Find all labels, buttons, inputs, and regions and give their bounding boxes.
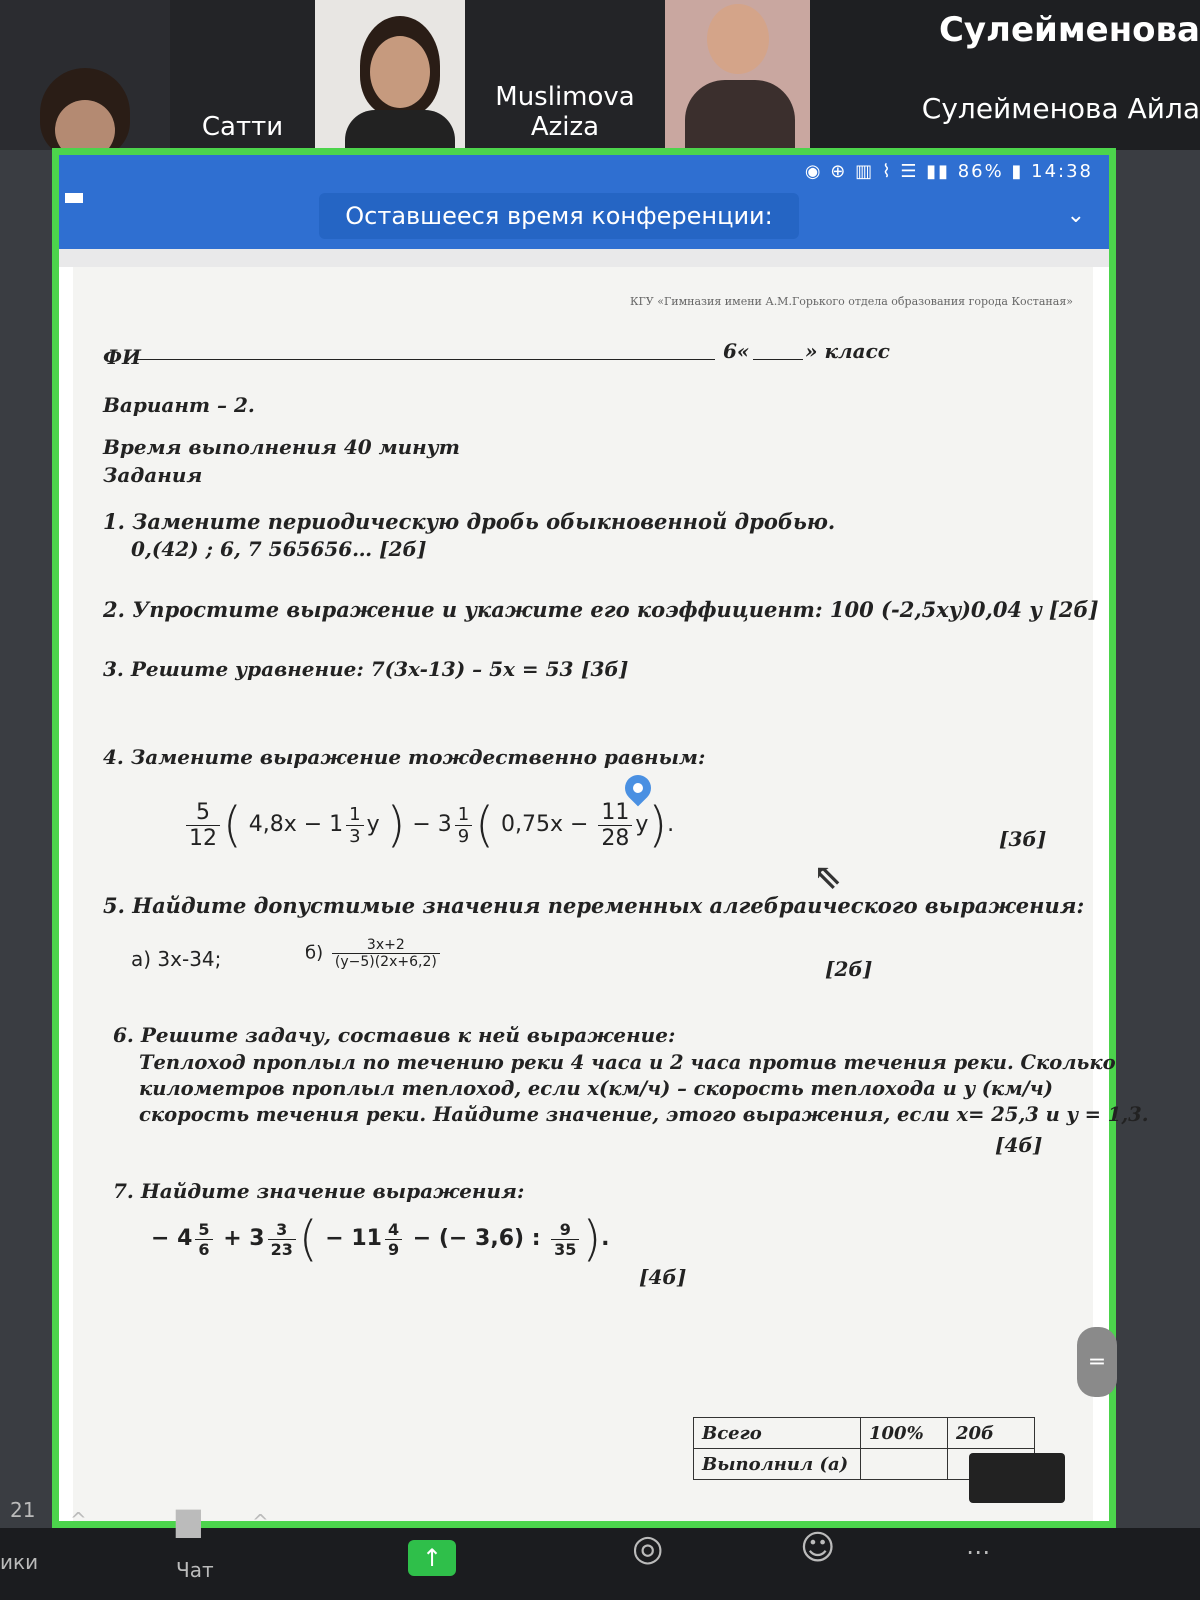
battery-label: 86%: [957, 161, 1004, 182]
phone-status-bar: [59, 155, 1109, 189]
participant-name: Сатти: [201, 112, 284, 142]
unlock-icon[interactable]: [969, 1453, 1065, 1503]
participant-strip: [0, 0, 1200, 150]
chat-icon[interactable]: ▆: [176, 1500, 201, 1538]
worksheet-page: [73, 267, 1149, 1521]
task-5-b: [305, 937, 443, 970]
separator: [59, 249, 1109, 267]
chat-button-label[interactable]: Чат: [176, 1558, 214, 1582]
task-7-expression: − 4 $\frac{5}{6}$ + 3 $\frac{3}{23}$ ( − 11 $\frac{4}{9}$ − (− 3,6) : $\frac{9}{35}$ ).: [151, 1211, 610, 1267]
task-5-a: а) 3x-34;: [131, 947, 222, 971]
chevron-up-icon[interactable]: ^: [252, 1510, 269, 1534]
task-5-score: [2б]: [825, 957, 873, 981]
active-speaker-name: Сулейменова: [938, 10, 1200, 50]
participants-button-label[interactable]: ики: [0, 1550, 39, 1574]
share-screen-button[interactable]: ↑: [408, 1540, 456, 1576]
wifi-icon: ◉ ⊕ ▥ ⌇ ☰ ▮▮: [804, 161, 950, 182]
record-icon[interactable]: ◎: [632, 1528, 664, 1569]
camera-icon: [65, 193, 83, 203]
participant-tile[interactable]: [170, 0, 315, 150]
task-7-score: [4б]: [639, 1265, 687, 1289]
task-4-score: [3б]: [999, 827, 1047, 851]
mouse-pointer-icon: ⇖: [813, 857, 842, 897]
task-1: 1. Замените периодическую дробь обыкновенной дробью.: [103, 509, 836, 534]
status-icons: [805, 161, 1093, 182]
task-3-score: [3б]: [581, 657, 629, 681]
variant: Вариант – 2.: [103, 393, 255, 417]
participant-tile[interactable]: [665, 0, 810, 150]
fi-label: ФИ: [103, 345, 141, 369]
reactions-icon[interactable]: ☺: [800, 1528, 836, 1568]
score-total-label: Всего: [694, 1418, 861, 1449]
score-total-points: 20б: [948, 1418, 1035, 1449]
task-4: 4. Замените выражение тождественно равным:: [103, 745, 706, 769]
task-5-b-numerator: 3x+2: [332, 937, 440, 954]
score-total-percent: 100%: [861, 1418, 948, 1449]
task-6-score: [4б]: [995, 1133, 1043, 1157]
shared-screen: [52, 148, 1149, 1528]
score-done-label: Выполнил (а): [694, 1449, 861, 1480]
participants-count: 21: [10, 1498, 36, 1522]
class-suffix: » класс: [805, 339, 890, 363]
participant-tile[interactable]: [315, 0, 465, 150]
school-header: КГУ «Гимназия имени А.М.Горького отдела образования города Костаная»: [630, 295, 1073, 308]
tasks-heading: Задания: [103, 463, 203, 487]
task-5-b-denominator: (y−5)(2x+6,2): [334, 954, 437, 970]
active-speaker-fullname: Сулейменова Айла: [921, 92, 1200, 125]
task-3: 3. Решите уравнение: 7(3x-13) – 5x = 53: [103, 657, 574, 681]
battery-icon: ▮: [1011, 161, 1024, 182]
more-icon[interactable]: ⋯: [966, 1538, 990, 1566]
task-1-values: 0,(42) ; 6, 7 565656… [2б]: [131, 537, 427, 561]
participant-tile[interactable]: [465, 0, 665, 150]
task-4-expression: $\frac{5}{12}$ ( 4,8x − 1 $\frac{1}{3}$ y ) − 3 $\frac{1}{9}$ ( 0,75x − $\frac{11}{28}$ y).: [183, 797, 674, 853]
task-6-line-3: скорость течения реки. Найдите значение, этого выражения, если x= 25,3 и y = 1,3.: [139, 1103, 1149, 1126]
task-6: 6. Решите задачу, составив к ней выражение:: [113, 1023, 676, 1047]
task-5-b-label: б): [305, 942, 324, 964]
chevron-up-icon[interactable]: ^: [70, 1508, 87, 1532]
score-done-percent: [861, 1449, 948, 1480]
fi-underline: [135, 359, 715, 360]
task-6-line-1: Теплоход проплыл по течению реки 4 часа и 2 часа против течения реки. Сколько: [139, 1051, 1116, 1074]
meeting-toolbar: [0, 1498, 1200, 1600]
participant-tile[interactable]: [0, 0, 170, 150]
class-prefix: 6«: [723, 339, 750, 363]
time-limit: Время выполнения 40 минут: [103, 435, 460, 459]
clock-label: 14:38: [1031, 161, 1093, 182]
participant-name: Muslimova Aziza: [495, 82, 635, 142]
task-2: 2. Упростите выражение и укажите его коэффициент: 100 (-2,5xy)0,04 y [2б]: [103, 597, 1099, 622]
task-7: 7. Найдите значение выражения:: [113, 1179, 525, 1203]
task-5: 5. Найдите допустимые значения переменных алгебраического выражения:: [103, 893, 1085, 918]
chevron-down-icon[interactable]: ⌄: [1066, 203, 1085, 228]
scroll-handle[interactable]: ═: [1077, 1327, 1117, 1397]
task-6-line-2: километров проплыл теплоход, если x(км/ч) – скорость теплохода и y (км/ч): [139, 1077, 1053, 1100]
class-underline: [753, 359, 803, 360]
conference-banner: [59, 189, 1109, 249]
time-remaining: Оставшееся время конференции:: [319, 193, 799, 239]
